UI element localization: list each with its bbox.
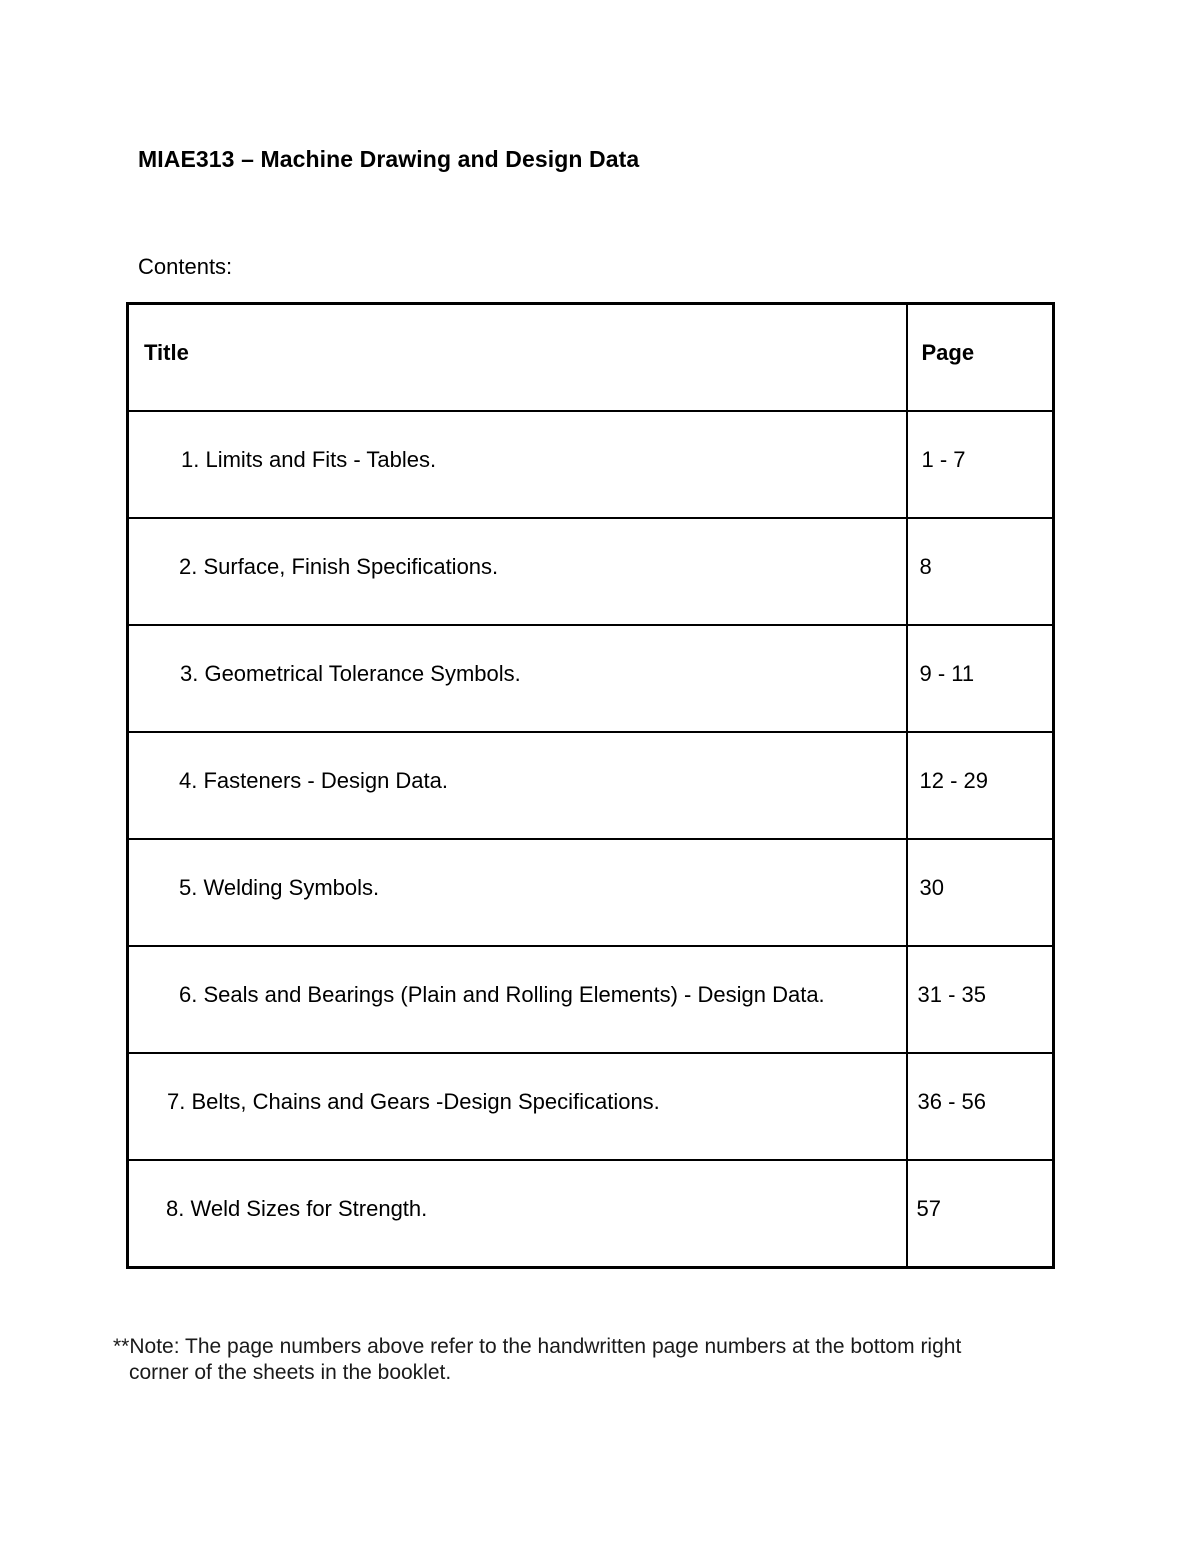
contents-label: Contents: <box>138 254 233 279</box>
row-page-cell: 30 <box>907 839 1054 946</box>
table-header-row <box>128 304 1054 412</box>
table-row <box>128 839 1054 946</box>
table-row <box>128 732 1054 839</box>
row-page-cell: 8 <box>907 518 1054 625</box>
row-page-cell: 31 - 35 <box>907 946 1054 1053</box>
table-row <box>128 946 1054 1053</box>
footnote-line-1: **Note: The page numbers above refer to the handwritten page numbers at the bottom right <box>113 1335 962 1358</box>
row-title-cell: 3. Geometrical Tolerance Symbols. <box>128 625 907 732</box>
document-title: MIAE313 – Machine Drawing and Design Data <box>138 146 640 172</box>
row-page-cell: 12 - 29 <box>907 732 1054 839</box>
row-page-cell: 57 <box>907 1160 1054 1268</box>
row-title-cell: 2. Surface, Finish Specifications. <box>128 518 907 625</box>
column-header-title: Title <box>128 304 907 412</box>
table-row <box>128 1053 1054 1160</box>
table-row <box>128 1160 1054 1268</box>
row-title-cell: 1. Limits and Fits - Tables. <box>128 411 907 518</box>
row-title-cell: 7. Belts, Chains and Gears -Design Specifications. <box>128 1053 907 1160</box>
table-row <box>128 411 1054 518</box>
table-row <box>128 518 1054 625</box>
column-header-page: Page <box>907 304 1054 412</box>
row-title-cell: 5. Welding Symbols. <box>128 839 907 946</box>
table-row <box>128 625 1054 732</box>
footnote-line-2: corner of the sheets in the booklet. <box>129 1361 452 1384</box>
row-page-cell: 36 - 56 <box>907 1053 1054 1160</box>
row-title-cell: 6. Seals and Bearings (Plain and Rolling Elements) - Design Data. <box>128 946 907 1053</box>
footnote <box>113 1334 1073 1386</box>
row-page-cell: 9 - 11 <box>907 625 1054 732</box>
row-title-cell: 4. Fasteners - Design Data. <box>128 732 907 839</box>
row-title-cell: 8. Weld Sizes for Strength. <box>128 1160 907 1268</box>
row-page-cell: 1 - 7 <box>907 411 1054 518</box>
contents-table <box>126 302 1055 1269</box>
